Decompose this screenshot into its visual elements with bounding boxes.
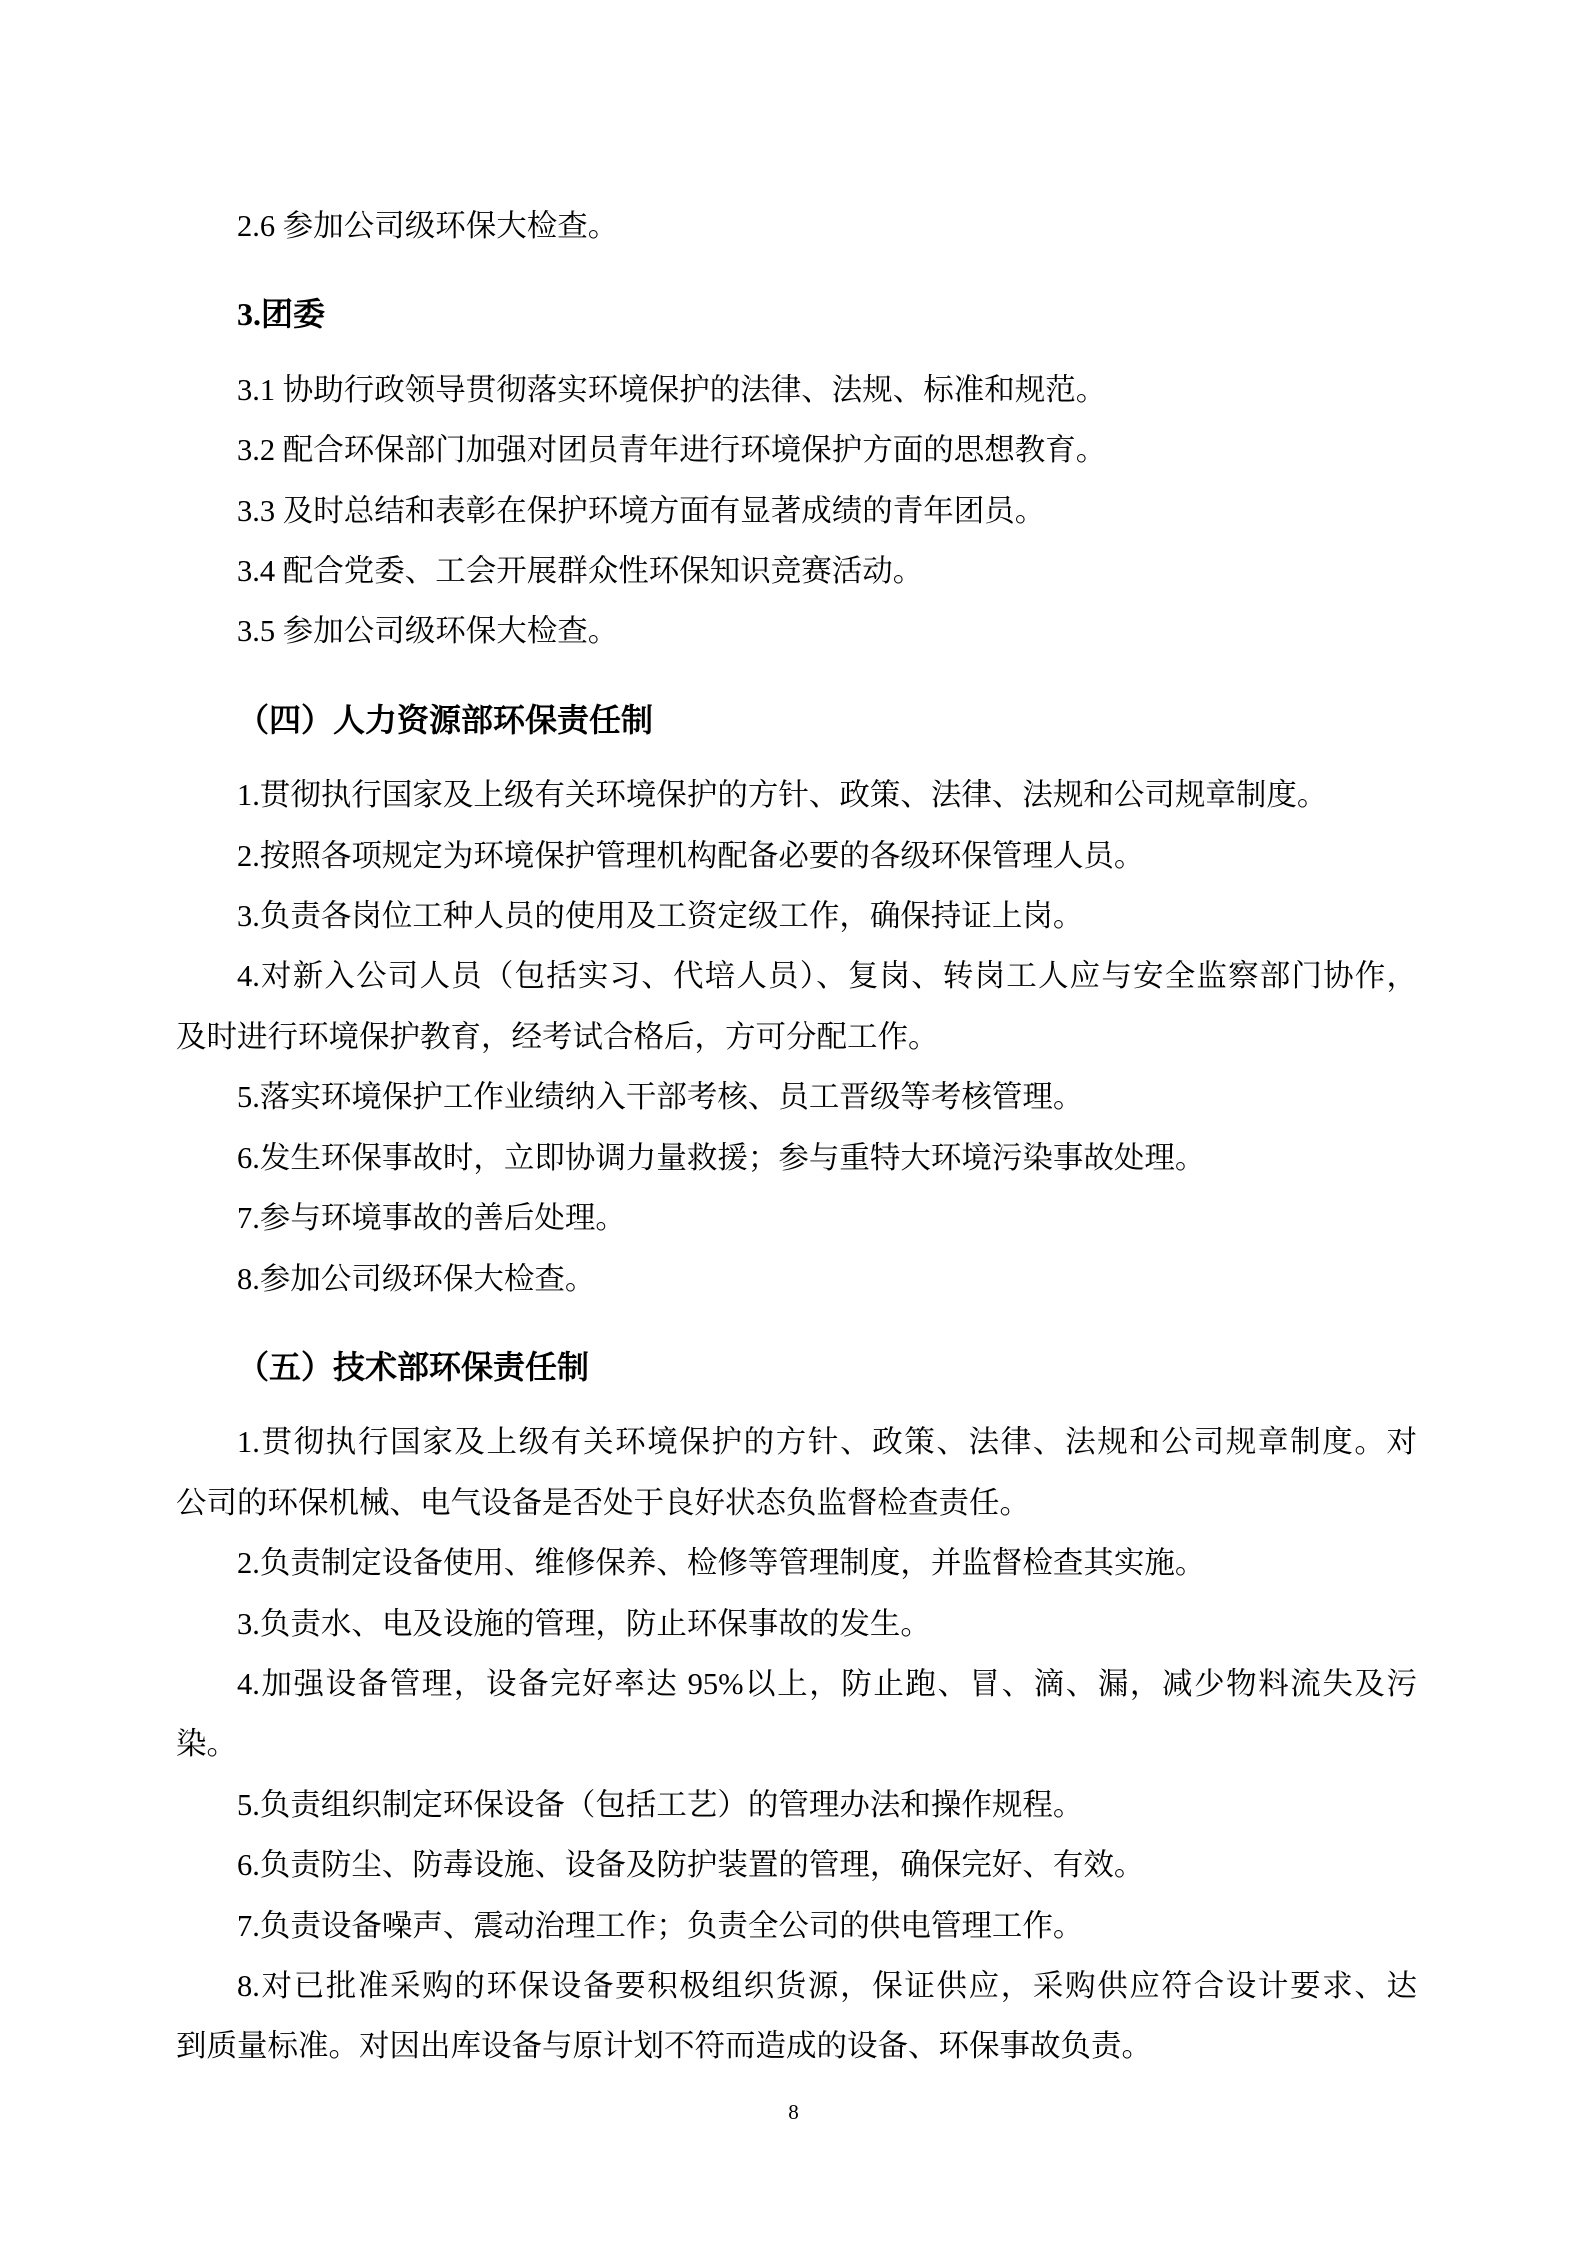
item-line: 1.贯彻执行国家及上级有关环境保护的方针、政策、法律、法规和公司规章制度。对 (237, 1425, 1417, 1460)
list-item (176, 420, 1417, 480)
item-line: 3.1 协助行政领导贯彻落实环境保护的法律、法规、标准和规范。 (237, 372, 1107, 407)
item-line-continuation: 到质量标准。对因出库设备与原计划不符而造成的设备、环保事故负责。 (176, 2029, 1152, 2064)
item-line: 3.负责水、电及设施的管理，防止环保事故的发生。 (237, 1606, 931, 1641)
section-heading: （四）人力资源部环保责任制 (237, 701, 654, 738)
list-item (176, 601, 1417, 661)
list-item (176, 765, 1417, 825)
item-line-continuation: 及时进行环境保护教育，经考试合格后，方可分配工作。 (176, 1019, 939, 1054)
item-line: 1.贯彻执行国家及上级有关环境保护的方针、政策、法律、法规和公司规章制度。 (237, 778, 1328, 813)
item-line: 8.对已批准采购的环保设备要积极组织货源，保证供应，采购供应符合设计要求、达 (237, 1968, 1417, 2003)
document-body (176, 196, 1417, 2077)
item-line: 2.负责制定设备使用、维修保养、检修等管理制度，并监督检查其实施。 (237, 1546, 1206, 1581)
list-item (176, 1067, 1417, 1127)
section-heading: （五）技术部环保责任制 (237, 1348, 590, 1385)
item-line: 6.负责防尘、防毒设施、设备及防护装置的管理，确保完好、有效。 (237, 1848, 1145, 1883)
list-item (176, 481, 1417, 541)
list-item (176, 1412, 1417, 1533)
item-line: 3.负责各岗位工种人员的使用及工资定级工作，确保持证上岗。 (237, 899, 1084, 934)
list-item (176, 826, 1417, 886)
list-item (176, 196, 1417, 256)
list-item (176, 1188, 1417, 1248)
item-line: 5.负责组织制定环保设备（包括工艺）的管理办法和操作规程。 (237, 1787, 1084, 1822)
item-line: 2.按照各项规定为环境保护管理机构配备必要的各级环保管理人员。 (237, 838, 1145, 873)
list-item (176, 946, 1417, 1067)
list-item (176, 1533, 1417, 1593)
item-line: 4.加强设备管理，设备完好率达 95%以上，防止跑、冒、滴、漏，减少物料流失及污 (237, 1666, 1417, 1701)
item-line: 7.参与环境事故的善后处理。 (237, 1201, 626, 1236)
item-line: 7.负责设备噪声、震动治理工作；负责全公司的供电管理工作。 (237, 1908, 1084, 1943)
list-item (176, 1594, 1417, 1654)
item-line: 2.6 参加公司级环保大检查。 (237, 209, 619, 243)
list-item (176, 1249, 1417, 1309)
item-line: 5.落实环境保护工作业绩纳入干部考核、员工晋级等考核管理。 (237, 1080, 1084, 1115)
section-heading: 3.团委 (237, 296, 326, 333)
item-line: 8.参加公司级环保大检查。 (237, 1261, 596, 1296)
list-item (176, 886, 1417, 946)
item-line: 3.5 参加公司级环保大检查。 (237, 614, 619, 649)
item-line: 6.发生环保事故时，立即协调力量救援；参与重特大环境污染事故处理。 (237, 1140, 1206, 1175)
page-number: 8 (788, 2100, 799, 2124)
list-item (176, 1775, 1417, 1835)
list-item (176, 1654, 1417, 1775)
item-line: 3.2 配合环保部门加强对团员青年进行环境保护方面的思想教育。 (237, 433, 1107, 468)
item-line-continuation: 公司的环保机械、电气设备是否处于良好状态负监督检查责任。 (176, 1485, 1030, 1520)
list-item (176, 1835, 1417, 1895)
item-line: 3.4 配合党委、工会开展群众性环保知识竞赛活动。 (237, 554, 924, 589)
list-item (176, 1896, 1417, 1956)
list-item (176, 541, 1417, 601)
item-line-continuation: 染。 (176, 1727, 237, 1762)
list-item (176, 360, 1417, 420)
list-item (176, 1128, 1417, 1188)
item-line: 4.对新入公司人员（包括实习、代培人员）、复岗、转岗工人应与安全监察部门协作， (237, 959, 1417, 994)
item-line: 3.3 及时总结和表彰在保护环境方面有显著成绩的青年团员。 (237, 493, 1046, 528)
list-item (176, 1956, 1417, 2077)
